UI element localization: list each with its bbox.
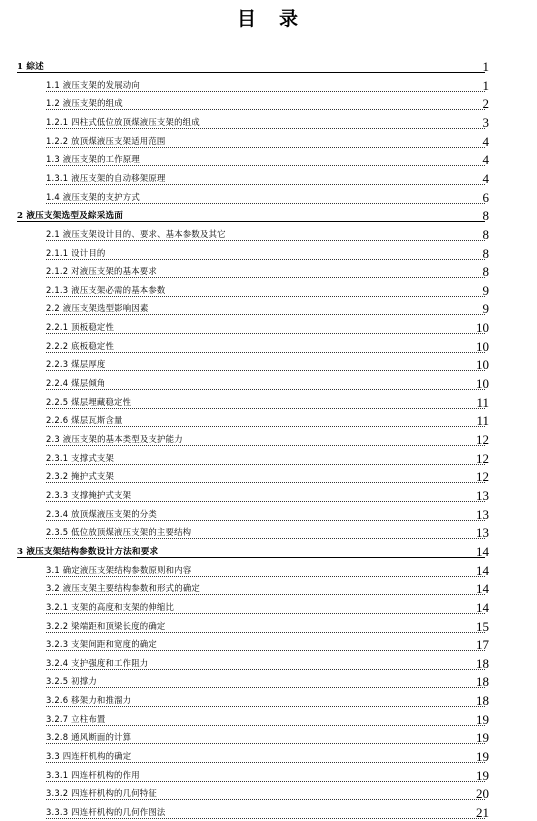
toc-page-number: 3 bbox=[482, 114, 489, 130]
toc-page-number: 13 bbox=[476, 506, 489, 522]
toc-entry[interactable] bbox=[0, 765, 537, 783]
toc-page-number: 12 bbox=[476, 469, 489, 485]
toc-page-number: 10 bbox=[476, 320, 489, 336]
toc-entry[interactable] bbox=[0, 653, 537, 671]
toc-page-number: 19 bbox=[476, 730, 489, 746]
toc-page-number: 20 bbox=[476, 786, 489, 802]
toc-leader-line bbox=[46, 464, 485, 465]
toc-leader-line bbox=[46, 799, 485, 800]
toc-entry[interactable] bbox=[0, 224, 537, 242]
toc-leader-line bbox=[46, 538, 485, 539]
toc-page-number: 15 bbox=[476, 618, 489, 634]
toc-entry[interactable] bbox=[0, 522, 537, 540]
toc-page-number: 6 bbox=[482, 189, 489, 205]
toc-entry[interactable] bbox=[0, 690, 537, 708]
toc-entry-label: 3.2 液压支架主要结构参数和形式的确定 bbox=[46, 583, 200, 594]
toc-entry[interactable] bbox=[0, 634, 537, 652]
toc-leader-line bbox=[46, 687, 485, 688]
toc-entry-label: 1.2.2 放顶煤液压支架适用范围 bbox=[46, 135, 166, 146]
toc-page-number: 21 bbox=[476, 805, 489, 820]
toc-entry-label: 3.2.4 支护强度和工作阻力 bbox=[46, 657, 149, 668]
toc-entry[interactable] bbox=[0, 429, 537, 447]
toc-entry-label: 1 綜述 bbox=[17, 62, 44, 72]
toc-entry[interactable] bbox=[0, 75, 537, 93]
toc-entry-label: 1.2.1 四柱式低位放顶煤液压支架的组成 bbox=[46, 116, 200, 127]
toc-entry-label: 3.2.1 支架的高度和支架的伸缩比 bbox=[46, 601, 175, 612]
toc-page-number: 8 bbox=[482, 208, 489, 224]
toc-leader-line bbox=[46, 781, 485, 782]
toc-entry-label: 1.3.1 液压支架的自动移架原理 bbox=[46, 172, 166, 183]
toc-leader-line bbox=[46, 352, 485, 353]
toc-entry[interactable] bbox=[0, 671, 537, 689]
toc-entry[interactable] bbox=[0, 373, 537, 391]
toc-leader-line bbox=[46, 632, 485, 633]
toc-entry-label: 2.3 液压支架的基本类型及支护能力 bbox=[46, 434, 183, 444]
toc-entry[interactable] bbox=[0, 410, 537, 428]
toc-leader-line bbox=[46, 594, 485, 595]
toc-page-number: 18 bbox=[476, 674, 489, 690]
toc-leader-line bbox=[46, 333, 485, 334]
toc-page-number: 4 bbox=[482, 170, 489, 186]
toc-entry-label: 1.2 液压支架的组成 bbox=[46, 98, 123, 109]
toc-entry[interactable] bbox=[0, 149, 537, 167]
toc-entry[interactable] bbox=[0, 93, 537, 111]
toc-leader-line bbox=[17, 221, 485, 222]
toc-leader-line bbox=[46, 240, 485, 241]
toc-leader-line bbox=[46, 128, 485, 129]
toc-entry[interactable] bbox=[0, 541, 537, 559]
toc-leader-line bbox=[46, 445, 485, 446]
toc-entry[interactable] bbox=[0, 317, 537, 335]
toc-page-number: 11 bbox=[476, 413, 489, 429]
toc-leader-line bbox=[46, 762, 485, 763]
toc-entry[interactable] bbox=[0, 616, 537, 634]
toc-entry-label: 2.3.2 掩护式支架 bbox=[46, 471, 115, 482]
toc-page-number: 14 bbox=[476, 562, 489, 578]
toc-entry[interactable] bbox=[0, 280, 537, 298]
toc-leader-line bbox=[46, 314, 485, 315]
toc-page-number: 2 bbox=[482, 96, 489, 112]
toc-page-number: 17 bbox=[476, 637, 489, 653]
toc-entry-label: 2.3.1 支撑式支架 bbox=[46, 452, 115, 463]
toc-entry[interactable] bbox=[0, 261, 537, 279]
toc-page-number: 10 bbox=[476, 338, 489, 354]
toc-leader-line bbox=[46, 482, 485, 483]
toc-entry[interactable] bbox=[0, 298, 537, 316]
toc-page-number: 9 bbox=[482, 282, 489, 298]
toc-page-number: 14 bbox=[476, 599, 489, 615]
toc-page-number: 4 bbox=[482, 133, 489, 149]
toc-entry-label: 3.2.8 通风断面的计算 bbox=[46, 732, 132, 743]
toc-leader-line bbox=[46, 370, 485, 371]
toc-entry-label: 2 液压支架选型及綜采选面 bbox=[17, 211, 124, 222]
toc-entry-label: 3.3.2 四连杆机构的几何特征 bbox=[46, 788, 157, 799]
toc-page-number: 19 bbox=[476, 711, 489, 727]
toc-leader-line bbox=[46, 91, 485, 92]
toc-entry[interactable] bbox=[0, 504, 537, 522]
toc-entry[interactable] bbox=[0, 727, 537, 745]
toc-entry[interactable] bbox=[0, 336, 537, 354]
toc-page-number: 10 bbox=[476, 376, 489, 392]
toc-page-number: 11 bbox=[476, 394, 489, 410]
toc-entry[interactable] bbox=[0, 243, 537, 261]
toc-entry[interactable] bbox=[0, 354, 537, 372]
toc-entry-label: 3.2.3 支架间距和宽度的确定 bbox=[46, 639, 157, 650]
toc-entry-label: 2.2.2 底板稳定性 bbox=[46, 340, 115, 351]
toc-leader-line bbox=[46, 426, 485, 427]
toc-entry[interactable] bbox=[0, 560, 537, 578]
toc-page-number: 14 bbox=[476, 581, 489, 597]
toc-entry-label: 2.2.6 煤层瓦斯含量 bbox=[46, 415, 123, 426]
toc-entry-label: 2.3.5 低位放顶煤液压支架的主要结构 bbox=[46, 527, 192, 538]
toc-entry[interactable] bbox=[0, 597, 537, 615]
toc-page-number: 10 bbox=[476, 357, 489, 373]
toc-entry-label: 3.2.6 移架力和推溜力 bbox=[46, 695, 132, 706]
toc-entry-label: 1.3 液压支架的工作原理 bbox=[46, 154, 140, 165]
toc-entry-label: 3.3 四连杆机构的确定 bbox=[46, 751, 132, 762]
toc-leader-line bbox=[46, 296, 485, 297]
toc-leader-line bbox=[46, 408, 485, 409]
toc-leader-line bbox=[46, 725, 485, 726]
toc-entry-label: 2.2.1 顶板稳定性 bbox=[46, 322, 115, 333]
toc-leader-line bbox=[46, 743, 485, 744]
toc-leader-line bbox=[17, 72, 485, 73]
toc-leader-line bbox=[46, 109, 485, 110]
toc-entry-label: 3.2.2 梁端距和顶梁长度的确定 bbox=[46, 620, 166, 631]
toc-entry[interactable] bbox=[0, 578, 537, 596]
toc-leader-line bbox=[46, 277, 485, 278]
toc-page-number: 14 bbox=[476, 543, 489, 559]
toc-page-number: 18 bbox=[476, 655, 489, 671]
toc-leader-line bbox=[46, 184, 485, 185]
toc-leader-line bbox=[46, 650, 485, 651]
toc-page-number: 1 bbox=[482, 59, 489, 74]
toc-entry-label: 3 液压支架结构参数设计方法和要求 bbox=[17, 546, 159, 557]
toc-leader-line bbox=[17, 557, 485, 558]
toc-entry[interactable] bbox=[0, 485, 537, 503]
toc-entry-label: 2.1 液压支架设计目的、要求、基本参数及其它 bbox=[46, 228, 226, 239]
toc-entry-label: 3.1 确定液压支架结构参数原则和内容 bbox=[46, 564, 192, 575]
toc-entry[interactable] bbox=[0, 709, 537, 727]
toc-entry[interactable] bbox=[0, 802, 537, 820]
toc-entry-label: 1.4 液压支架的支护方式 bbox=[46, 191, 140, 202]
toc-entry-label: 3.2.5 初撑力 bbox=[46, 676, 97, 687]
toc-entry-label: 1.1 液压支架的发展动向 bbox=[46, 79, 140, 90]
toc-leader-line bbox=[46, 259, 485, 260]
toc-page-number: 18 bbox=[476, 693, 489, 709]
toc-leader-line bbox=[46, 203, 485, 204]
toc-leader-line bbox=[46, 576, 485, 577]
toc-leader-line bbox=[46, 613, 485, 614]
toc-entry-label: 3.3.1 四连杆机构的作用 bbox=[46, 769, 140, 780]
toc-leader-line bbox=[46, 501, 485, 502]
toc-leader-line bbox=[46, 520, 485, 521]
toc-entry[interactable] bbox=[0, 746, 537, 764]
toc-entry-label: 2.1.2 对液压支架的基本要求 bbox=[46, 266, 157, 277]
toc-leader-line bbox=[46, 669, 485, 670]
toc-page-number: 1 bbox=[482, 77, 489, 93]
toc-entry[interactable] bbox=[0, 112, 537, 130]
toc-page-number: 13 bbox=[476, 525, 489, 541]
toc-entry-label: 2.2.3 煤层厚度 bbox=[46, 359, 106, 370]
toc-page-number: 12 bbox=[476, 432, 489, 447]
toc-leader-line bbox=[46, 706, 485, 707]
toc-entry[interactable] bbox=[0, 168, 537, 186]
toc-page-number: 13 bbox=[476, 487, 489, 503]
toc-entry-label: 2.3.3 支撑掩护式支架 bbox=[46, 489, 132, 500]
toc-page-number: 8 bbox=[482, 245, 489, 261]
toc-leader-line bbox=[46, 165, 485, 166]
toc-entry-label: 2.1.1 设计目的 bbox=[46, 247, 106, 258]
toc-entry-label: 2.2 液压支架选型影响因素 bbox=[46, 303, 149, 314]
toc-page-number: 8 bbox=[482, 264, 489, 280]
toc-entry[interactable] bbox=[0, 448, 537, 466]
toc-entry[interactable] bbox=[0, 392, 537, 410]
toc-leader-line bbox=[46, 147, 485, 148]
toc-page-number: 19 bbox=[476, 767, 489, 783]
toc-entry-label: 2.3.4 放顶煤液压支架的分类 bbox=[46, 508, 157, 519]
toc-entry[interactable] bbox=[0, 783, 537, 801]
toc-entry-label: 2.2.4 煤层倾角 bbox=[46, 378, 106, 389]
toc-entry-label: 2.2.5 煤层埋藏稳定性 bbox=[46, 396, 132, 407]
toc-page-number: 9 bbox=[482, 301, 489, 317]
toc-page-number: 4 bbox=[482, 152, 489, 168]
toc-entry[interactable] bbox=[0, 466, 537, 484]
toc-entry[interactable] bbox=[0, 205, 537, 223]
toc-leader-line bbox=[46, 389, 485, 390]
page-title: 目 录 bbox=[236, 8, 300, 30]
toc-entry-label: 3.3.3 四连杆机构的几何作图法 bbox=[46, 807, 166, 817]
toc-page-number: 12 bbox=[476, 450, 489, 466]
toc-page-number: 8 bbox=[482, 226, 489, 242]
toc-entry[interactable] bbox=[0, 131, 537, 149]
toc-entry[interactable] bbox=[0, 187, 537, 205]
toc-entry-label: 3.2.7 立柱布置 bbox=[46, 713, 106, 724]
toc-entry-label: 2.1.3 液压支架必需的基本参数 bbox=[46, 284, 166, 295]
toc-entry[interactable] bbox=[0, 56, 537, 74]
toc-page-number: 19 bbox=[476, 749, 489, 765]
